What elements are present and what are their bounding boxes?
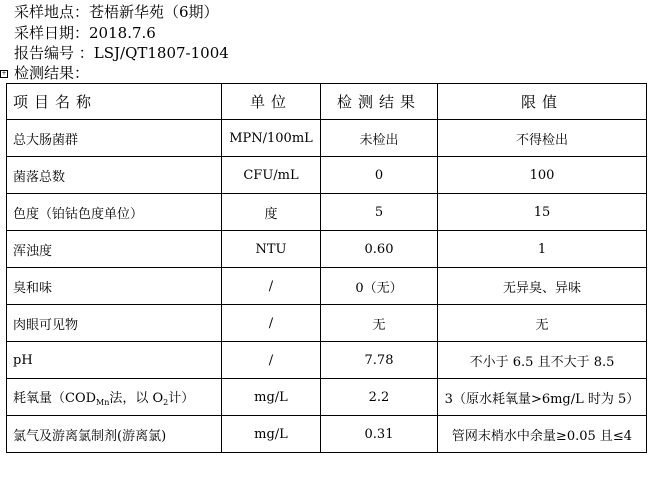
row-result: 无 [321, 305, 438, 342]
item-text-mid: 法，以 O [109, 391, 164, 406]
row-limit: 不小于 6.5 且不大于 8.5 [438, 342, 647, 379]
table-row [7, 416, 647, 453]
row-item: 浑浊度 [7, 231, 222, 268]
report-number-label: 报告编号 ： [14, 44, 94, 62]
sampling-date-value: 2018.7.6 [89, 24, 156, 42]
table-row [7, 231, 647, 268]
row-unit: MPN/100mL [222, 120, 321, 157]
row-item [7, 379, 222, 416]
table-row [7, 194, 647, 231]
row-item: 总大肠菌群 [7, 120, 222, 157]
table-row [7, 268, 647, 305]
sampling-location-line [14, 3, 219, 21]
row-unit: NTU [222, 231, 321, 268]
results-table [6, 83, 647, 453]
table-row [7, 157, 647, 194]
header-result: 检测结果 [321, 84, 438, 120]
table-row [7, 305, 647, 342]
row-result: 未检出 [321, 120, 438, 157]
row-result: 7.78 [321, 342, 438, 379]
row-limit: 1 [438, 231, 647, 268]
row-limit: 无 [438, 305, 647, 342]
row-unit: / [222, 342, 321, 379]
row-item: pH [7, 342, 222, 379]
row-result: 0.31 [321, 416, 438, 453]
row-item: 色度（铂钴色度单位） [7, 194, 222, 231]
item-subscript-mn: Mn [96, 398, 110, 407]
row-limit: 无异臭、异味 [438, 268, 647, 305]
table-header-row [7, 84, 647, 120]
item-text-pre: 耗氧量（COD [13, 391, 97, 406]
row-unit: 度 [222, 194, 321, 231]
row-result: 0 [321, 157, 438, 194]
sampling-location-value: 苍梧新华苑（6期） [89, 3, 219, 21]
row-unit: mg/L [222, 379, 321, 416]
row-limit: 管网末梢水中余量≥0.05 且≤4 [438, 416, 647, 453]
row-unit: / [222, 268, 321, 305]
row-result: 5 [321, 194, 438, 231]
results-heading: 检测结果： [14, 64, 90, 82]
row-item: 肉眼可见物 [7, 305, 222, 342]
row-item: 氯气及游离氯制剂(游离氯) [7, 416, 222, 453]
row-item: 臭和味 [7, 268, 222, 305]
header-item-name: 项目名称 [7, 84, 222, 120]
row-unit: / [222, 305, 321, 342]
item-text-post: 计） [168, 391, 195, 406]
table-row [7, 342, 647, 379]
row-limit: 3（原水耗氧量>6mg/L 时为 5） [438, 379, 647, 416]
header-unit: 单位 [222, 84, 321, 120]
table-anchor-icon[interactable]: + [1, 70, 7, 77]
row-limit: 100 [438, 157, 647, 194]
row-item: 菌落总数 [7, 157, 222, 194]
item-subscript-2: 2 [163, 398, 169, 407]
row-limit: 不得检出 [438, 120, 647, 157]
report-number-value: LSJ/QT1807-1004 [93, 44, 229, 62]
row-result: 0（无） [321, 268, 438, 305]
sampling-location-label: 采样地点： [14, 3, 90, 21]
table-row [7, 120, 647, 157]
table-row [7, 379, 647, 416]
sampling-date-line [14, 24, 156, 42]
row-unit: mg/L [222, 416, 321, 453]
row-result: 0.60 [321, 231, 438, 268]
row-unit: CFU/mL [222, 157, 321, 194]
sampling-date-label: 采样日期： [14, 24, 90, 42]
report-number-line [14, 44, 229, 62]
header-limit: 限值 [438, 84, 647, 120]
row-limit: 15 [438, 194, 647, 231]
row-result: 2.2 [321, 379, 438, 416]
